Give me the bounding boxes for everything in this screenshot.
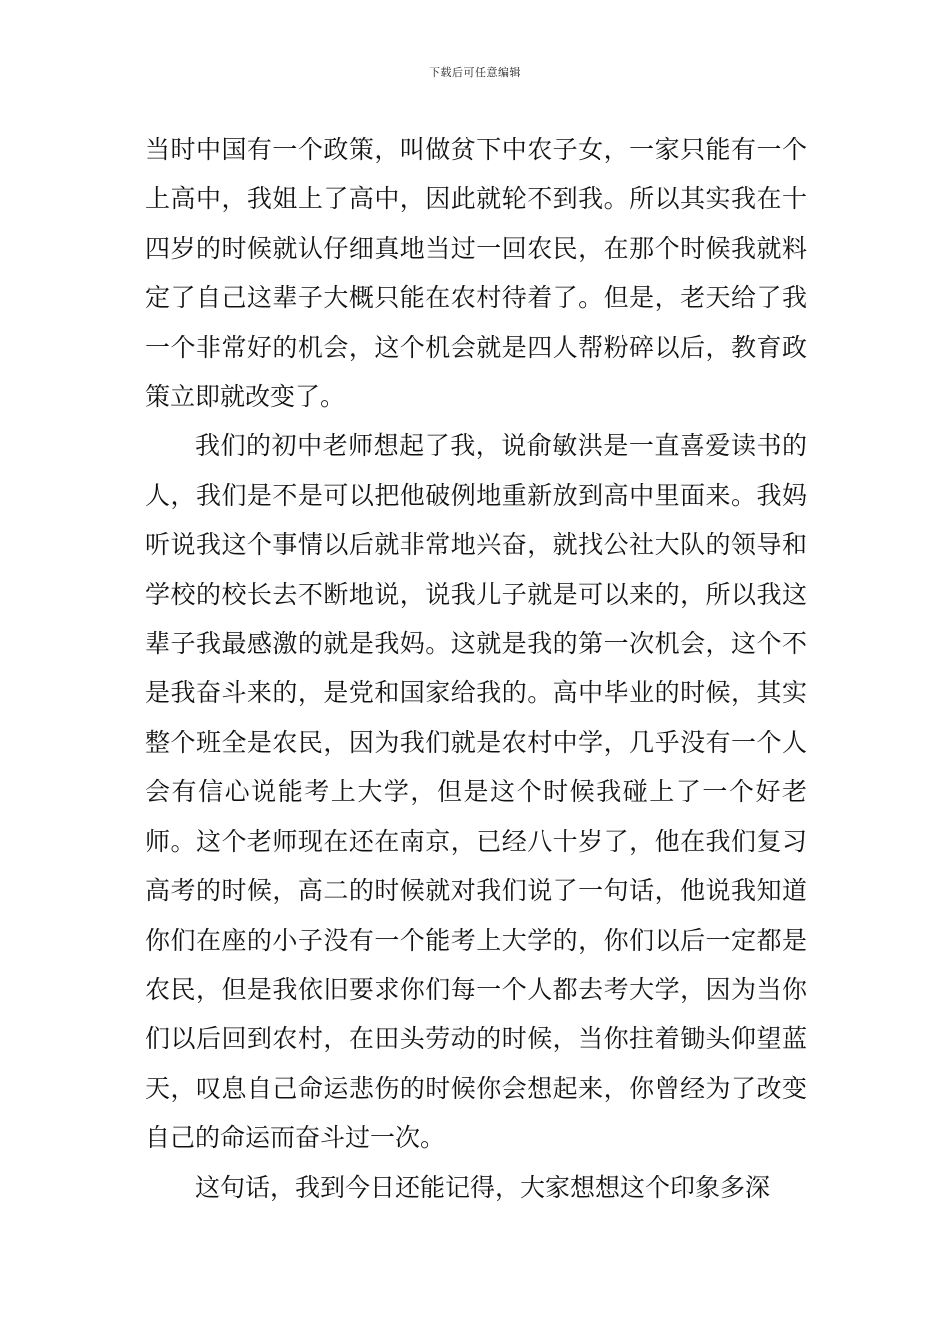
paragraph-2: 我们的初中老师想起了我，说俞敏洪是一直喜爱读书的人，我们是不是可以把他破例地重新放到高中里面来。我妈听说我这个事情以后就非常地兴奋，就找公社大队的领导和学校的校长去不断地说，说我儿子就是可以来的，所以我这辈子我最感激的就是我妈。这就是我的第一次机会，这个不是我奋斗来的，是党和国家给我的。高中毕业的时候，其实整个班全是农民，因为我们就是农村中学，几乎没有一个人会有信心说能考上大学，但是这个时候我碰上了一个好老师。这个老师现在还在南京，已经八十岁了，他在我们复习高考的时候，高二的时候就对我们说了一句话，他说我知道你们在座的小子没有一个能考上大学的，你们以后一定都是农民，但是我依旧要求你们每一个人都去考大学，因为当你们以后回到农村，在田头劳动的时候，当你拄着锄头仰望蓝天，叹息自己命运悲伤的时候你会想起来，你曾经为了改变自己的命运而奋斗过一次。 [145, 431, 807, 1153]
paragraph-3: 这句话，我到今日还能记得，大家想想这个印象多深 [195, 1172, 771, 1202]
paragraph-1: 当时中国有一个政策，叫做贫下中农子女，一家只能有一个上高中，我姐上了高中，因此就轮不到我。所以其实我在十四岁的时候就认仔细真地当过一回农民，在那个时候我就料定了自己这辈子大概只能在农村待着了。但是，老天给了我一个非常好的机会，这个机会就是四人帮粉碎以后，教育政策立即就改变了。 [145, 135, 807, 412]
document-body [145, 125, 807, 1212]
page-header: 下载后可任意编辑 [429, 66, 521, 79]
